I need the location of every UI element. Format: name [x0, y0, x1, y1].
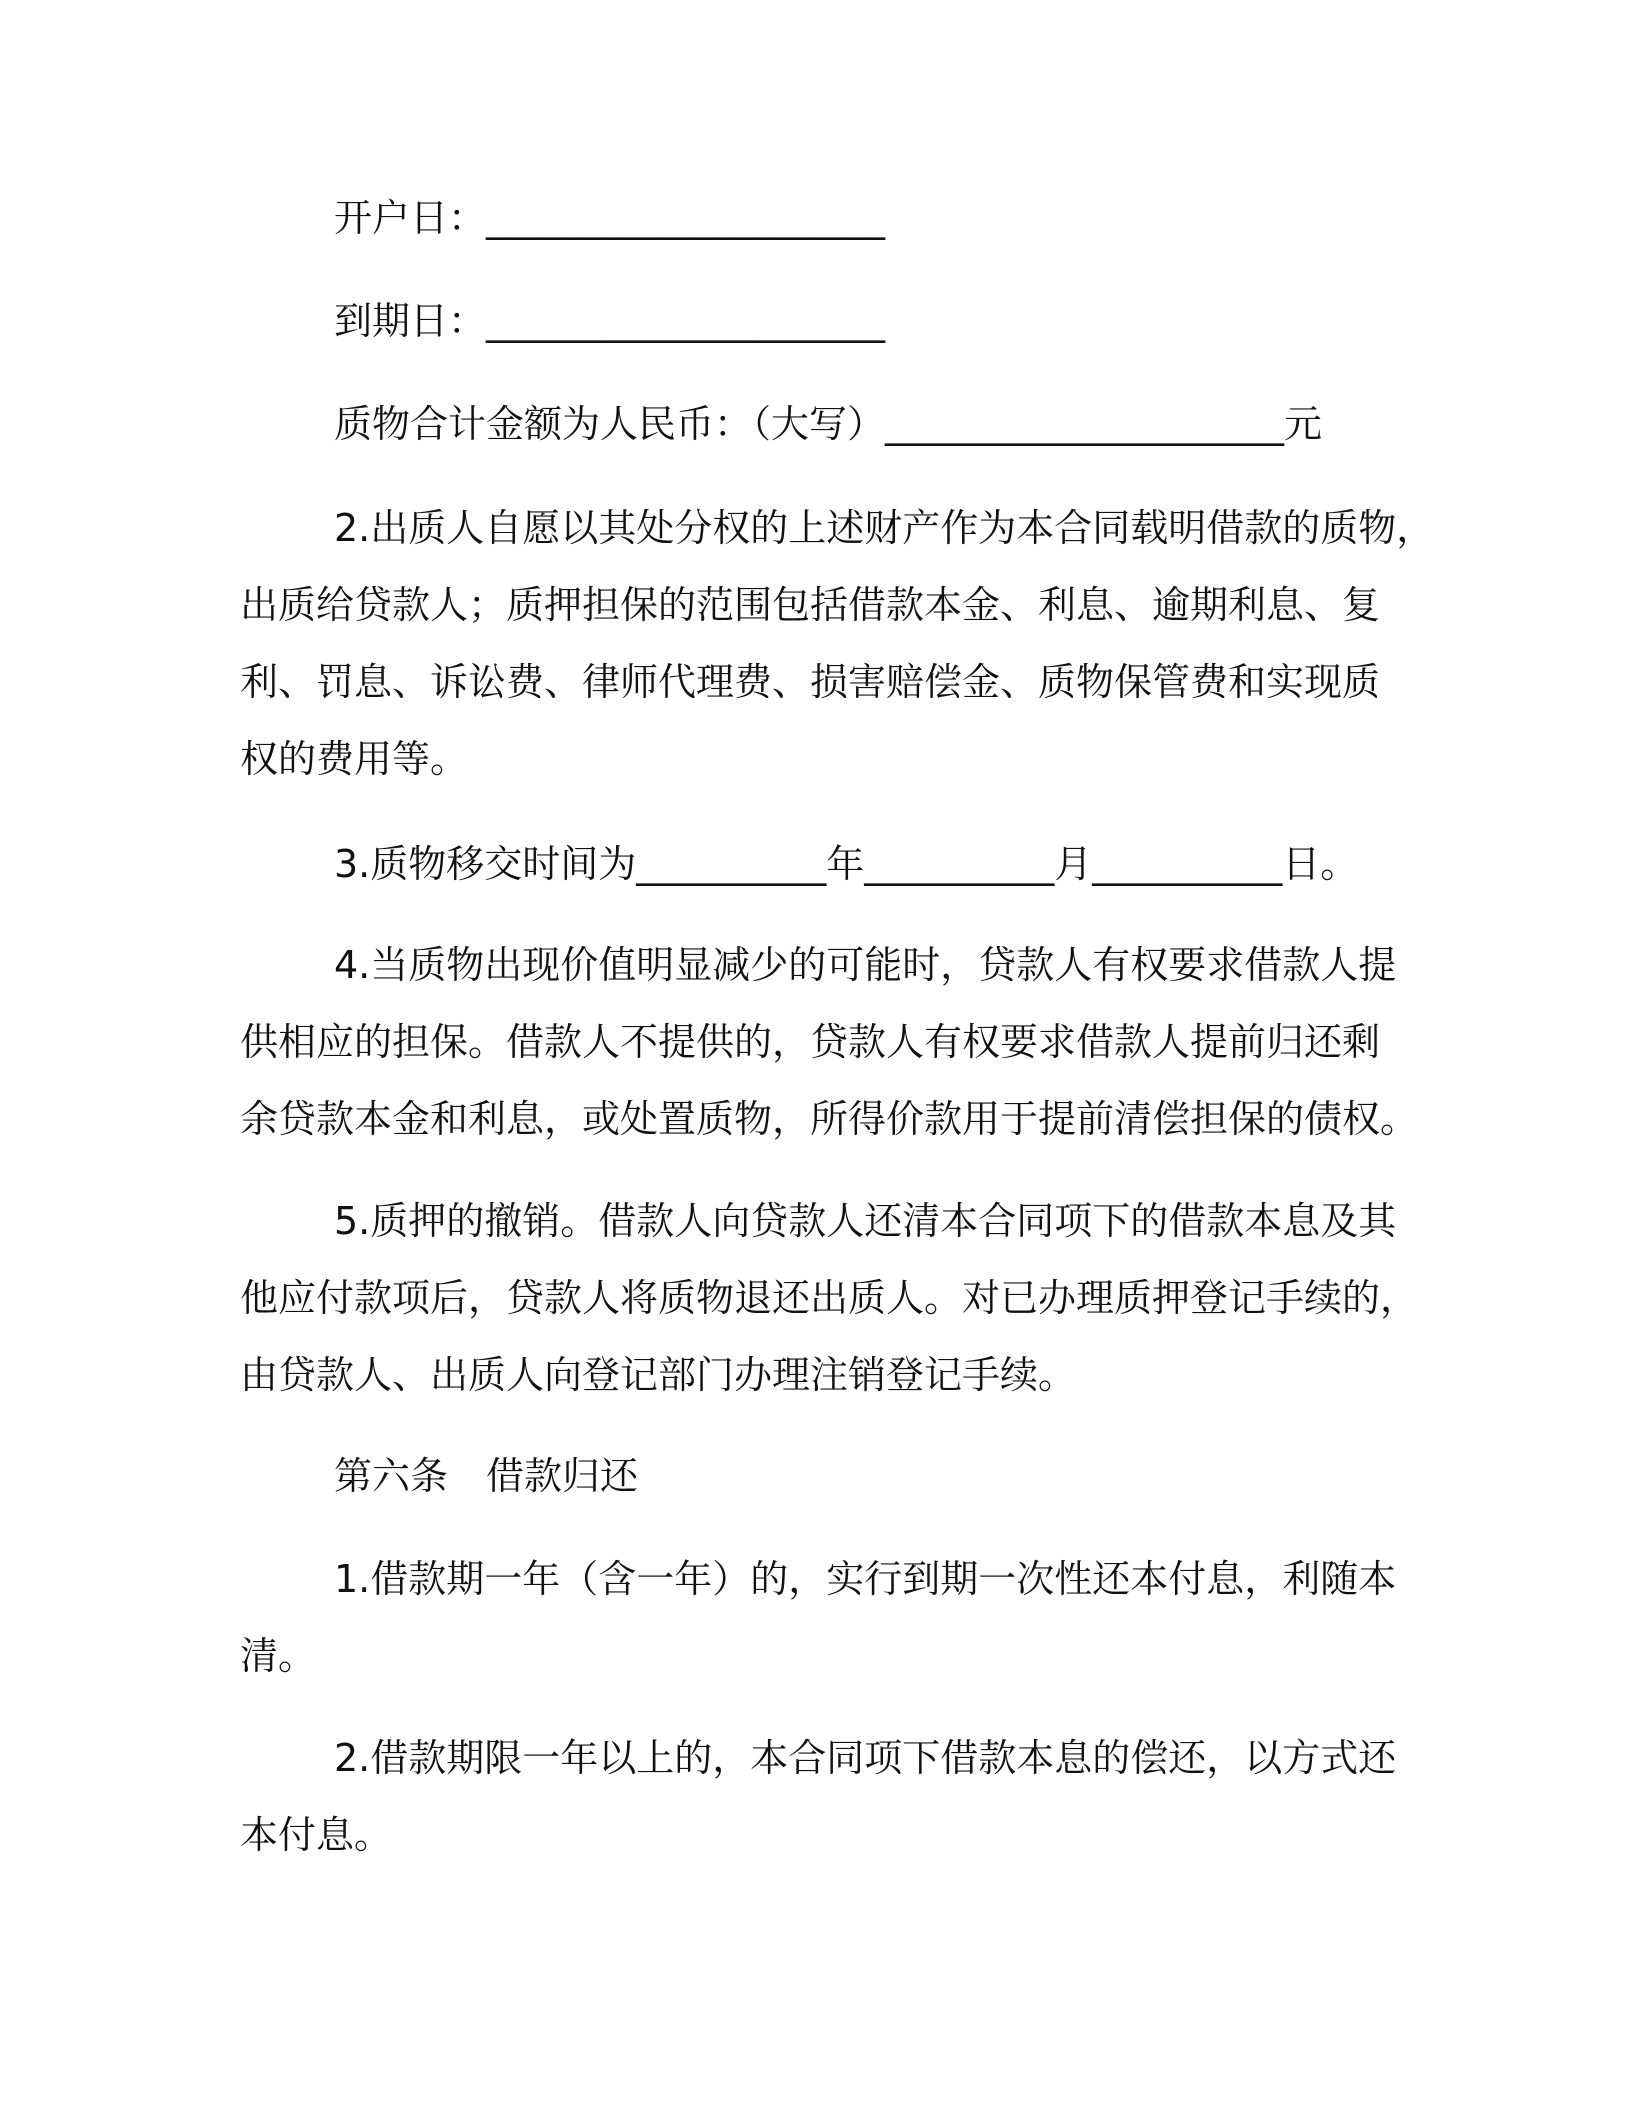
clause-2-line: 出质给贷款人；质押担保的范围包括借款本金、利息、逾期利息、复	[240, 583, 1381, 627]
article-6-heading: 第六条 借款归还	[334, 1454, 639, 1498]
clause-3: 3.质物移交时间为__________年__________月__________日。	[334, 842, 1359, 886]
clause-2	[240, 490, 1435, 798]
open-date-field: 开户日：_____________________	[334, 196, 886, 240]
clause-2-line: 权的费用等。	[240, 737, 469, 781]
repayment-clause-2	[240, 1720, 1397, 1874]
clause-4-line: 供相应的担保。借款人不提供的，贷款人有权要求借款人提前归还剩	[240, 1020, 1381, 1064]
clause-2-line: 2.出质人自愿以其处分权的上述财产作为本合同载明借款的质物，	[334, 506, 1435, 550]
clause-5-line: 5.质押的撤销。借款人向贷款人还清本合同项下的借款本息及其	[334, 1199, 1397, 1243]
total-amount-field: 质物合计金额为人民币：（大写）_____________________元	[334, 402, 1323, 446]
clause-5-line: 他应付款项后，贷款人将质物退还出质人。对已办理质押登记手续的，	[240, 1276, 1419, 1320]
clause-4	[240, 927, 1419, 1158]
repayment-clause-1	[240, 1541, 1397, 1695]
clause-5-line: 由贷款人、出质人向登记部门办理注销登记手续。	[240, 1353, 1077, 1397]
repayment-clause-1-line: 1.借款期一年（含一年）的，实行到期一次性还本付息，利随本	[334, 1557, 1397, 1601]
due-date-field: 到期日：_____________________	[334, 299, 886, 343]
clause-4-line: 4.当质物出现价值明显减少的可能时，贷款人有权要求借款人提	[334, 943, 1397, 987]
repayment-clause-2-line: 2.借款期限一年以上的，本合同项下借款本息的偿还，以方式还	[334, 1736, 1397, 1780]
repayment-clause-1-line: 清。	[240, 1634, 317, 1678]
clause-4-line: 余贷款本金和利息，或处置质物，所得价款用于提前清偿担保的债权。	[240, 1097, 1419, 1141]
repayment-clause-2-line: 本付息。	[240, 1813, 393, 1857]
clause-5	[240, 1183, 1419, 1414]
clause-2-line: 利、罚息、诉讼费、律师代理费、损害赔偿金、质物保管费和实现质	[240, 660, 1381, 704]
